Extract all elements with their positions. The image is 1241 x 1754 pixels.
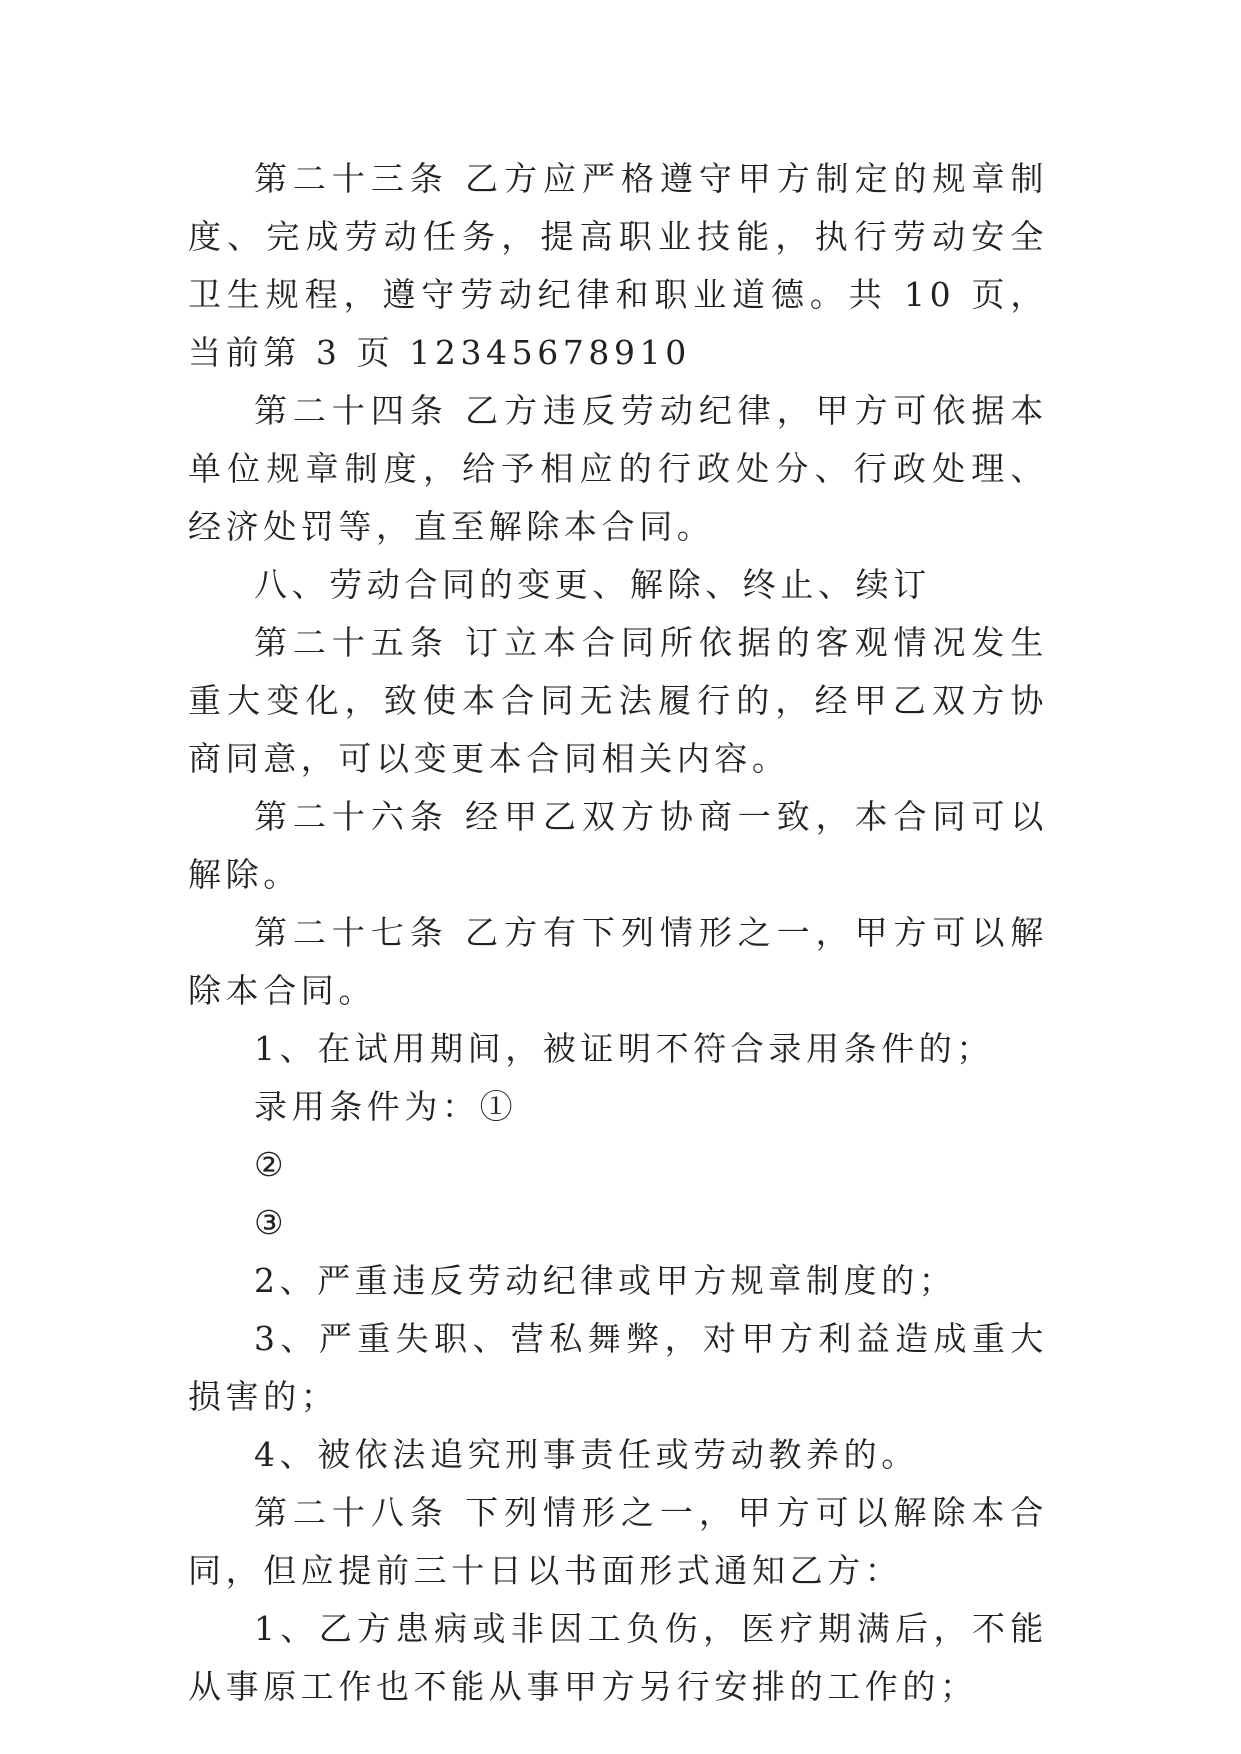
list-item: 3、严重失职、营私舞弊，对甲方利益造成重大损害的；: [188, 1319, 1048, 1416]
list-item: ②: [254, 1145, 289, 1184]
document-body: [188, 150, 1048, 1716]
clause-24: 第二十四条 乙方违反劳动纪律，甲方可依据本单位规章制度，给予相应的行政处分、行政处理、经济处罚等，直至解除本合同。: [188, 391, 1048, 546]
list-item: 1、乙方患病或非因工负伤，医疗期满后，不能从事原工作也不能从事甲方另行安排的工作的；: [188, 1609, 1048, 1706]
clause-28: 第二十八条 下列情形之一，甲方可以解除本合同，但应提前三十日以书面形式通知乙方：: [188, 1493, 1048, 1590]
list-item: 4、被依法追究刑事责任或劳动教养的。: [254, 1435, 919, 1474]
list-item: ③: [254, 1203, 289, 1242]
clause-26: 第二十六条 经甲乙双方协商一致，本合同可以解除。: [188, 797, 1048, 894]
section-heading: 八、劳动合同的变更、解除、终止、续订: [254, 565, 931, 604]
clause-27: 第二十七条 乙方有下列情形之一，甲方可以解除本合同。: [188, 913, 1048, 1010]
list-item: 1、在试用期间，被证明不符合录用条件的；: [254, 1029, 994, 1068]
clause-23: 第二十三条 乙方应严格遵守甲方制定的规章制度、完成劳动任务，提高职业技能，执行劳动安全卫生规程，遵守劳动纪律和职业道德。共 10 页，当前第 3 页 12345678910: [188, 159, 1048, 372]
list-item: 录用条件为：①: [254, 1087, 518, 1126]
clause-25: 第二十五条 订立本合同所依据的客观情况发生重大变化，致使本合同无法履行的，经甲乙双方协商同意，可以变更本合同相关内容。: [188, 623, 1048, 778]
list-item: 2、严重违反劳动纪律或甲方规章制度的；: [254, 1261, 957, 1300]
